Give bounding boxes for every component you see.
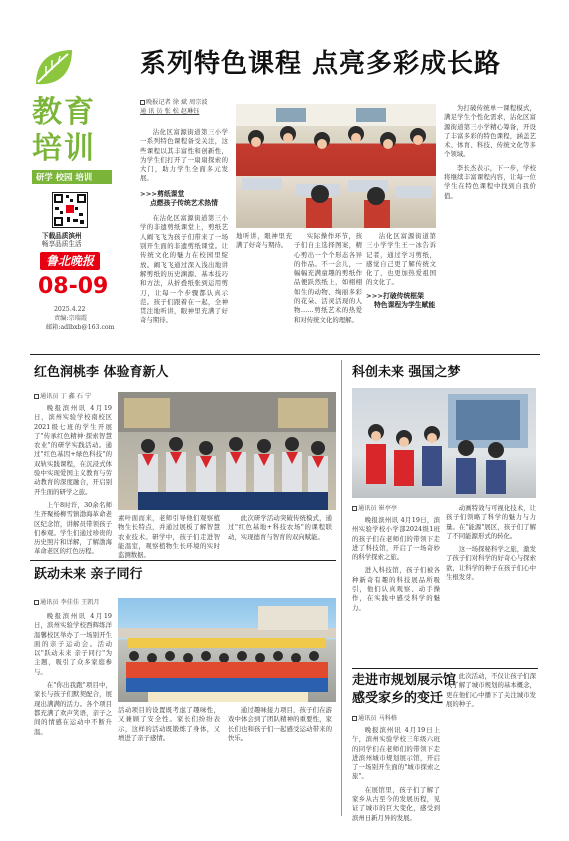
divider-main [30,354,540,355]
masthead-title-line1: 教育 [32,95,96,130]
main-paragraph-2-cont: 地听讲，眼神里充满了好奇与期待。 [236,232,292,250]
planning-column-1 [352,726,440,822]
planning-byline-text: 通讯员 马科格 [358,715,398,722]
red-byline [34,392,91,401]
masthead-title-line2: 培训 [32,131,96,166]
science-column-1 [352,516,440,664]
main-paragraph-3: 实际操作环节，孩子们自主选择图案，精心剪出一个个形态各异的作品。不一会儿，一幅幅充满童趣的剪纸作品便跃然纸上，如栩栩如生的动物、绚丽多彩的花朵、活灵活现的人物……剪纸艺术的热爱和对传统文化的理解。 [294,232,362,324]
planning-headline-2: 感受家乡的变迁 [352,691,444,706]
main-subhead-2 [366,292,436,310]
divider-science [352,668,538,669]
red-paragraph-3: 素叶面而来，老师引导他们观察植物生长特点，并通过展板了解智慧农业技术。研学中，孩子们走进智能温室，观察植物生长环境的实时监测数据。 [118,514,220,560]
divider-red [30,560,336,561]
masthead-leaf-icon [32,46,76,90]
science-column-2 [446,504,536,664]
red-photo-museum-visit [118,392,336,510]
main-paragraph-1: 沾化区富源街道第三小学一系列特色课程备受关注，这些课程以其丰富性和创新性，为学生们打开了一扇扇探索的大门，助力学生全面多元发展。 [140,128,228,183]
main-subhead-2-line1: >>>打破传统框架 [366,291,424,300]
planning-byline [352,714,397,723]
planning-paragraph-3: 此次活动，不仅让孩子们深入了解了城市规划的基本概念，更在他们心中播下了关注城市发展的种子。 [446,672,536,708]
masthead-tagline: 研学 校园 培训 [36,172,93,182]
page-numbers: 08-09 [38,274,109,299]
red-paragraph-4: 此次研学活动突破传统模式，通过"红色基地+科技农场"的课程联动，实现德育与智育的双向赋能。 [228,514,332,541]
planning-paragraph-2: 在展馆里，孩子们了解了家乡从古至今的发展历程，见证了城市的巨大变化，感受到滨州日新月异的发展。 [352,785,440,822]
main-column-5 [444,104,536,264]
main-paragraph-2: 在沾化区富源街道第三小学的非遗剪纸课堂上，剪纸艺人阚飞飞为孩子们带来了一场别开生面的非遗剪纸课堂。让传统文化的魅力在校园里绽放。阚飞飞通过深入浅出地讲解剪纸的历史渊源、基本技巧和方法，从折叠纸张到运用剪刀，让每一个步骤都认真示范。孩子们跟着在一起，全神贯注地听讲，眼神里充满了好奇与期待。 [140,214,228,325]
parent-column-3 [228,706,332,812]
qr-caption-2: 畅享品质生活 [42,240,82,248]
main-paragraph-6: 李长杰表示，下一步，学校将继续丰富课程内容，让每一位学生在特色课程中找到自我价值。 [444,163,536,200]
parent-byline [34,598,100,607]
parent-column-1 [34,612,112,812]
red-column-2 [118,514,220,560]
main-byline-2-text: 通 讯 员 张 松 赵琳钰 [140,108,200,115]
main-subhead-1-line2: 点燃孩子传统艺术热情 [150,198,218,207]
parent-byline-text: 通讯员 李佳佳 王凯月 [40,599,100,606]
main-column-4 [366,232,436,342]
red-paragraph-1: 晚报滨州讯 4月19日，滨州实验学校南校区2021级七班的学生开展了"传承红色精神·探索智慧农业"的研学实践活动。通过"红色基因+绿色科技"的双轨实践课程，在沉浸式体验中实现爱国主义教育与劳动教育的深度融合，开启别开生面的研学之旅。 [34,404,112,496]
paper-name: 鲁北晚报 [46,254,95,268]
planning-paragraph-1: 晚报滨州讯 4月19日上午，滨州实验学校三年级六班的同学们在老师们的带领下走进滨州城市规划展示馆，开启了一场别开生面的"城市探索之旅"。 [352,726,440,781]
main-column-3 [294,232,362,332]
red-headline: 红色润桃李 体验育新人 [34,365,169,380]
parent-photo-sports-day [118,598,336,702]
main-headline: 系列特色课程 点亮多彩成长路 [140,49,502,79]
science-paragraph-3: 动画特效与可视化技术，让孩子们领略了科学的魅力与力量。在"能源"展区，孩子们了解了不同能源形式的转化。 [446,504,536,540]
science-photo-tech-museum [352,388,536,498]
science-paragraph-2: 进入科技馆，孩子们被各种新奇有趣的科技展品所吸引，他们认真观察、动手操作，在实践中感受科学的魅力。 [352,566,440,612]
editor: 责编:宗瑞霞 [54,315,88,322]
parent-paragraph-4: 通过趣味接力项目，孩子们在游戏中体会到了团队精神的重要性，家长们也和孩子们一起感受运动带来的快乐。 [228,706,332,742]
masthead [30,44,116,339]
main-column-1 [140,128,228,366]
red-column-3 [228,514,332,560]
main-subhead-1-line1: >>>剪纸课堂 [140,189,185,198]
planning-column-2 [446,672,536,816]
planning-headline-1: 走进市规划展示馆 [352,673,457,688]
science-paragraph-1: 晚报滨州讯 4月19日，滨州实验学校小学部2024级1班的孩子们在老师们的带领下走进了科技馆，开启了一场奇妙的科学探索之旅。 [352,516,440,562]
parent-headline: 跃动未来 亲子同行 [34,567,143,582]
science-headline: 科创未来 强国之梦 [352,365,461,380]
main-subhead-2-line2: 特色课程为学生赋能 [374,300,436,309]
qr-caption-1: 下载品质滨州 [42,232,82,240]
editor-email: 邮箱:adlbxb@163.com [46,324,115,331]
science-byline [352,504,397,513]
science-byline-text: 通讯员 崔亭亭 [358,505,398,512]
main-byline-1-text: 晚报记者 徐 斌 周宗波 [146,99,208,106]
main-column-2 [236,232,292,332]
science-paragraph-4: 这一场探秘科学之旅，激发了孩子们对科学的好奇心与探索欲，让科学的种子在孩子们心中生根发芽。 [446,545,536,582]
qr-code-icon [52,192,88,228]
red-paragraph-2: 上午8时许，30余名师生齐聚杨柳雪镇渤海革命老区纪念馆，讲解员带领孩子们参观。学生们通过珍贵的历史照片和详解，了解渤海革命老区的红色历程。 [34,500,112,556]
column-divider [341,360,342,816]
main-byline-2 [140,107,199,116]
parent-paragraph-3: 活动项目的设置既考虑了趣味性，又兼顾了安全性。家长们纷纷表示，这样的活动既锻炼了身体，又增进了亲子感情。 [118,706,220,742]
main-photo-papercut-class [236,104,436,228]
parent-column-2 [118,706,220,812]
main-paragraph-4: 沾化区富源街道第三小学学生王一冰告诉记者，通过学习剪纸，感觉自己更了解传统文化了，也更加热爱祖国的文化了。 [366,232,436,287]
issue-date: 2025.4.22 [54,306,86,313]
parent-paragraph-2: 在"你出我跑"项目中，家长与孩子们默契配合，展现出满满的活力。各个项目都充满了欢声笑语，亲子之间的情感在运动中不断升温。 [34,681,112,736]
main-byline-1 [140,98,208,107]
main-paragraph-5: 为打破传统单一课程模式，满足学生个性化需求，沾化区富源街道第三小学精心筹备，开设了丰富多彩的特色课程，涵盖艺术、体育、科技、传统文化等多个领域。 [444,104,536,159]
parent-paragraph-1: 晚报滨州讯 4月19日，滨州实验学校西辉练洋温馨校区举办了一场别开生面的亲子运动会。活动以"跃动未来 亲子同行"为主题，吸引了众多家庭参与。 [34,612,112,676]
red-byline-text: 通讯员 丁 鑫 石 宁 [40,393,92,400]
red-column-1 [34,404,112,556]
main-subhead-1 [140,190,228,208]
